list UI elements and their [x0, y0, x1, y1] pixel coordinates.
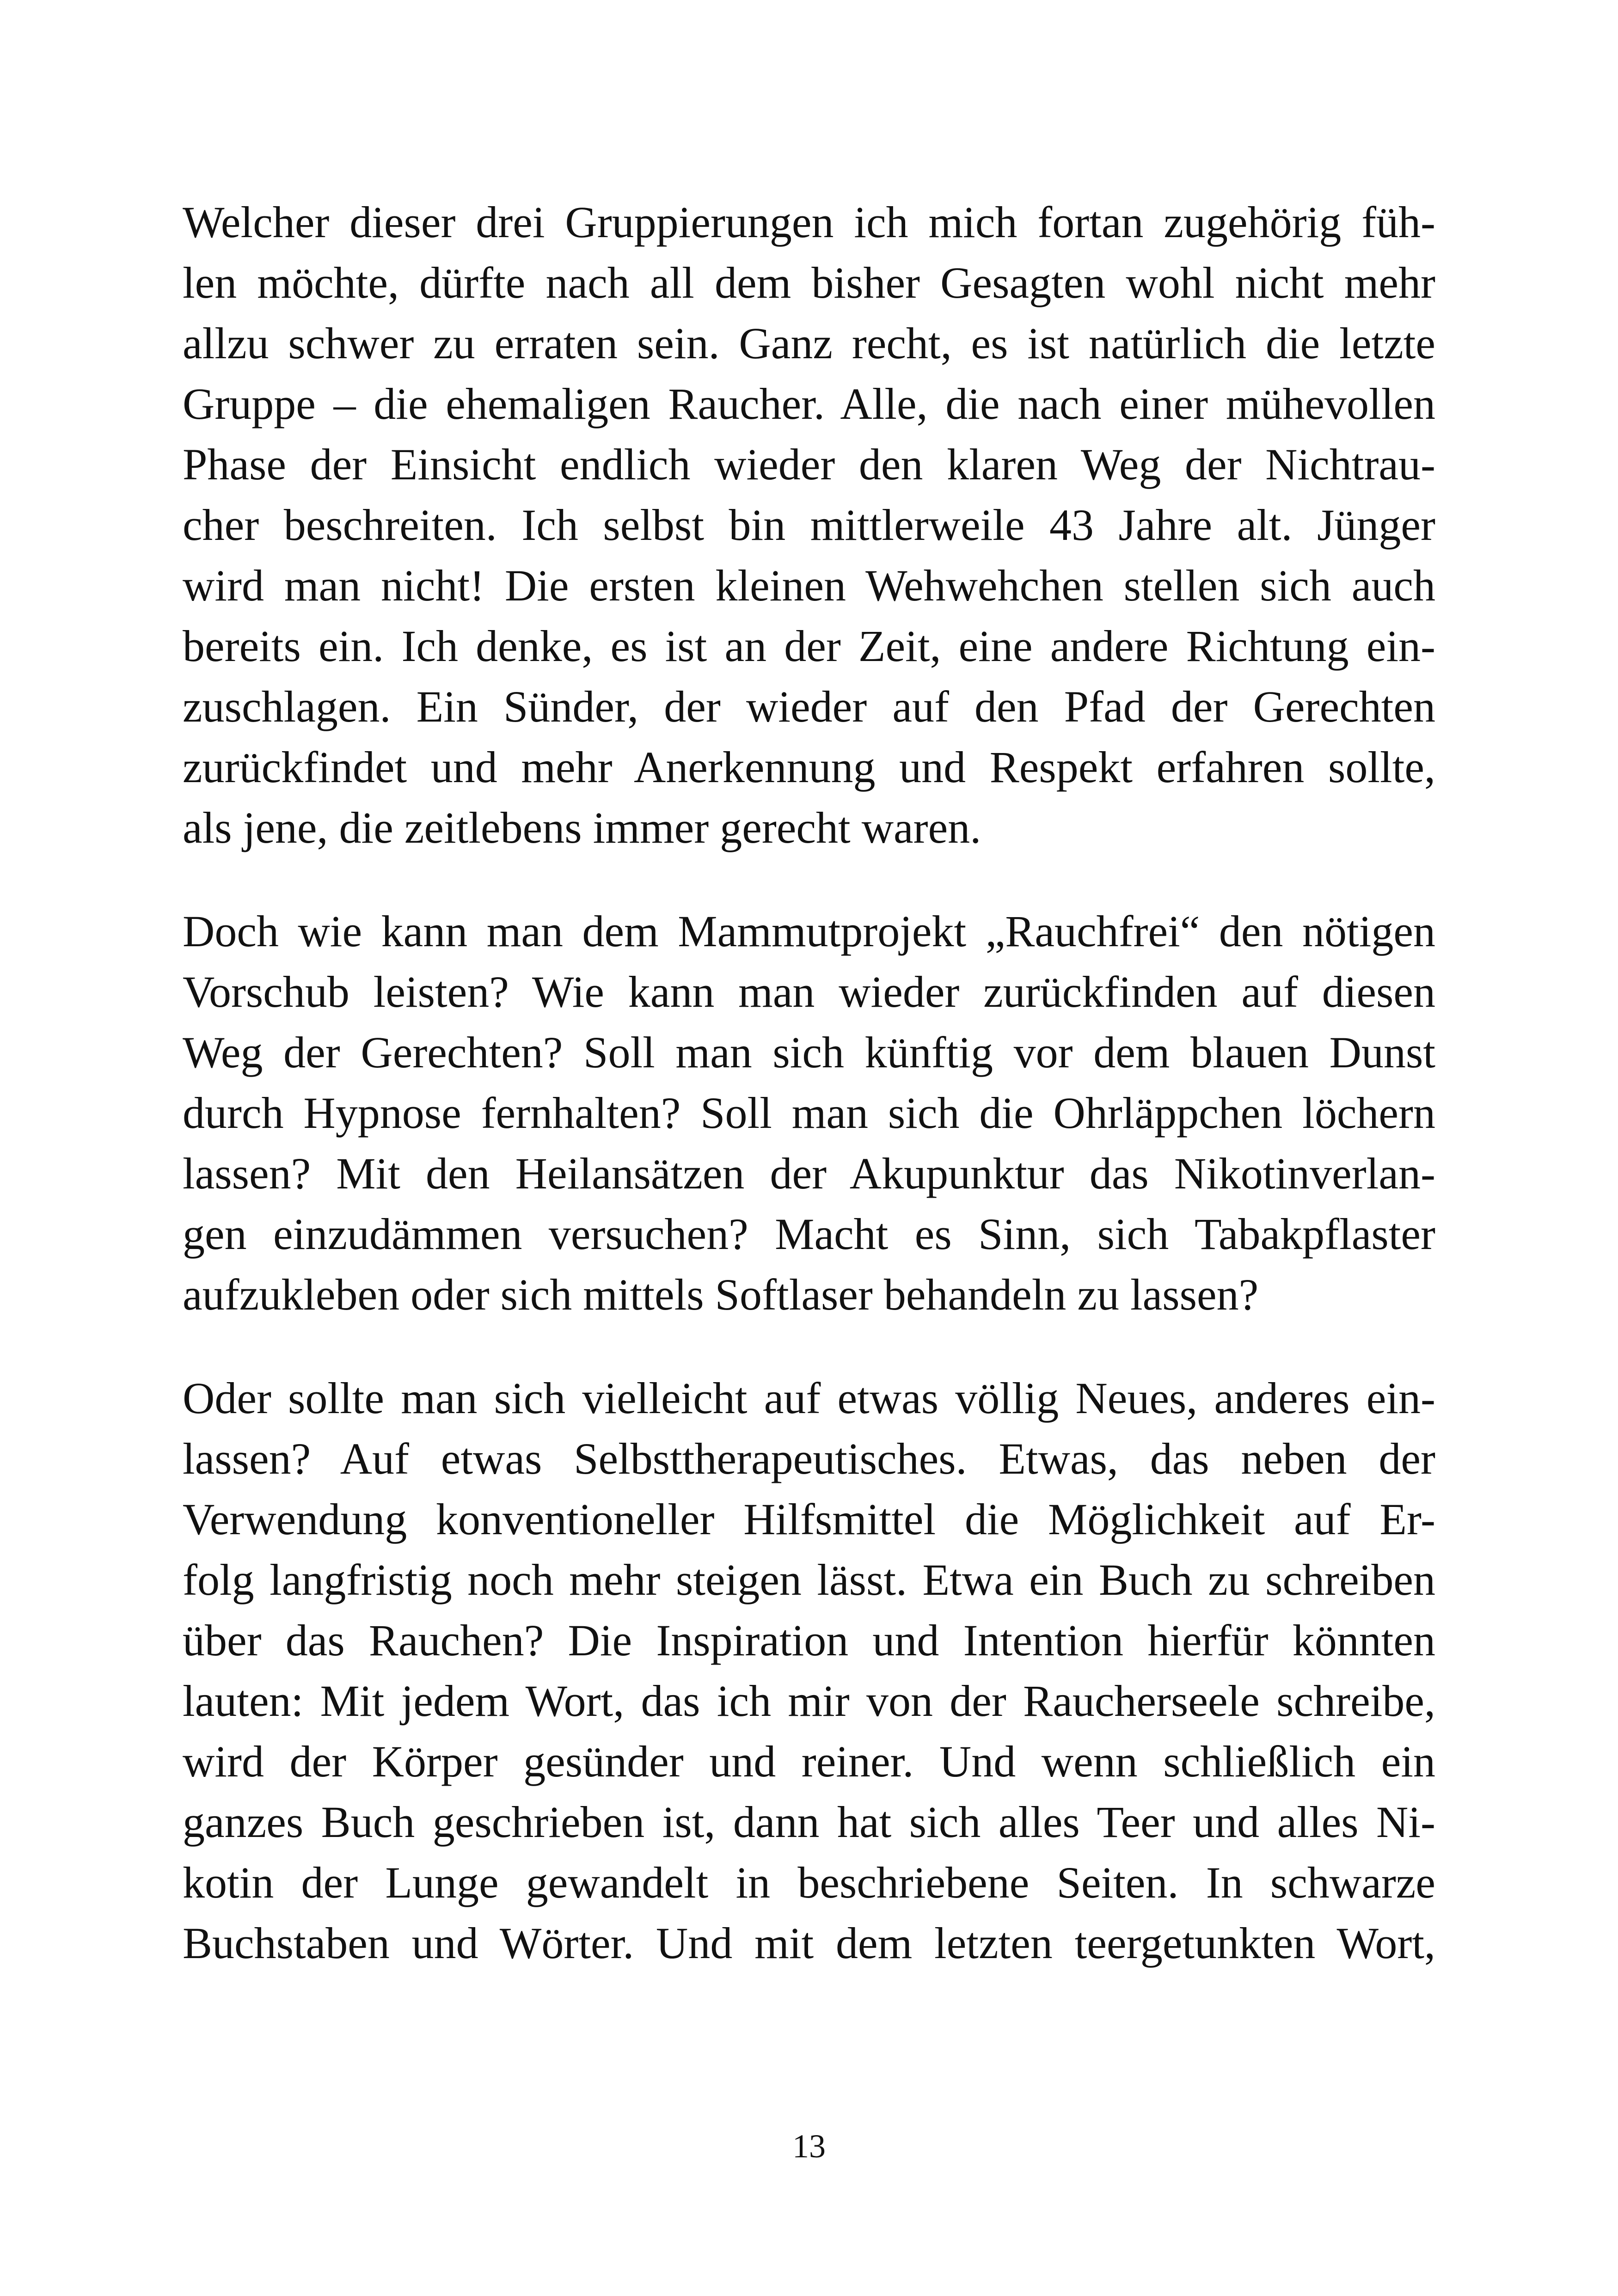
page-number: 13 [792, 2128, 826, 2165]
text-line: wird man nicht! Die ersten kleinen Wehwehchen stellen sich auch [183, 561, 1435, 610]
text-line: über das Rauchen? Die Inspiration und Intention hierfür könnten [183, 1616, 1435, 1665]
text-line: gen einzudämmen versuchen? Macht es Sinn, sich Tabakpflaster [183, 1209, 1435, 1259]
text-line: durch Hypnose fernhalten? Soll man sich die Ohrläppchen löchern [183, 1088, 1435, 1138]
text-line: lassen? Mit den Heilansätzen der Akupunktur das Nikotinverlan- [183, 1149, 1435, 1198]
text-line: lauten: Mit jedem Wort, das ich mir von der Raucherseele schreibe, [183, 1676, 1435, 1726]
text-line: zuschlagen. Ein Sünder, der wieder auf den Pfad der Gerechten [183, 682, 1435, 731]
body-text [183, 192, 1435, 2016]
paragraph-3 [183, 1368, 1435, 1973]
text-line: Oder sollte man sich vielleicht auf etwas völlig Neues, anderes ein- [183, 1373, 1435, 1423]
text-line: Phase der Einsicht endlich wieder den klaren Weg der Nichtrau- [183, 440, 1435, 489]
text-line: Weg der Gerechten? Soll man sich künftig vor dem blauen Dunst [183, 1028, 1435, 1077]
text-line: Buchstaben und Wörter. Und mit dem letzten teergetunkten Wort, [183, 1918, 1435, 1968]
text-line: Doch wie kann man dem Mammutprojekt „Rauchfrei“ den nötigen [183, 906, 1435, 956]
paragraph-1 [183, 192, 1435, 858]
text-line: Verwendung konventioneller Hilfsmittel die Möglichkeit auf Er- [183, 1494, 1435, 1544]
text-line: folg langfristig noch mehr steigen lässt. Etwa ein Buch zu schreiben [183, 1555, 1435, 1604]
text-line: wird der Körper gesünder und reiner. Und wenn schließlich ein [183, 1737, 1435, 1786]
text-line: lassen? Auf etwas Selbsttherapeutisches. Etwas, das neben der [183, 1434, 1435, 1483]
paragraph-2 [183, 901, 1435, 1325]
text-line: zurückfindet und mehr Anerkennung und Respekt erfahren sollte, [183, 742, 1435, 792]
text-line: kotin der Lunge gewandelt in beschriebene Seiten. In schwarze [183, 1858, 1435, 1907]
text-line: ganzes Buch geschrieben ist, dann hat sich alles Teer und alles Ni- [183, 1797, 1435, 1847]
text-line: Welcher dieser drei Gruppierungen ich mich fortan zugehörig füh- [183, 197, 1435, 247]
text-line: len möchte, dürfte nach all dem bisher Gesagten wohl nicht mehr [183, 258, 1435, 307]
text-line: Gruppe – die ehemaligen Raucher. Alle, die nach einer mühevollen [183, 379, 1435, 429]
text-line: cher beschreiten. Ich selbst bin mittlerweile 43 Jahre alt. Jünger [183, 500, 1435, 550]
text-line: aufzukleben oder sich mittels Softlaser behandeln zu lassen? [183, 1270, 1259, 1319]
text-line: allzu schwer zu erraten sein. Ganz recht, es ist natürlich die letzte [183, 318, 1435, 368]
text-line: bereits ein. Ich denke, es ist an der Zeit, eine andere Richtung ein- [183, 621, 1435, 671]
text-line: als jene, die zeitlebens immer gerecht waren. [183, 803, 981, 852]
text-line: Vorschub leisten? Wie kann man wieder zurückfinden auf diesen [183, 967, 1435, 1016]
